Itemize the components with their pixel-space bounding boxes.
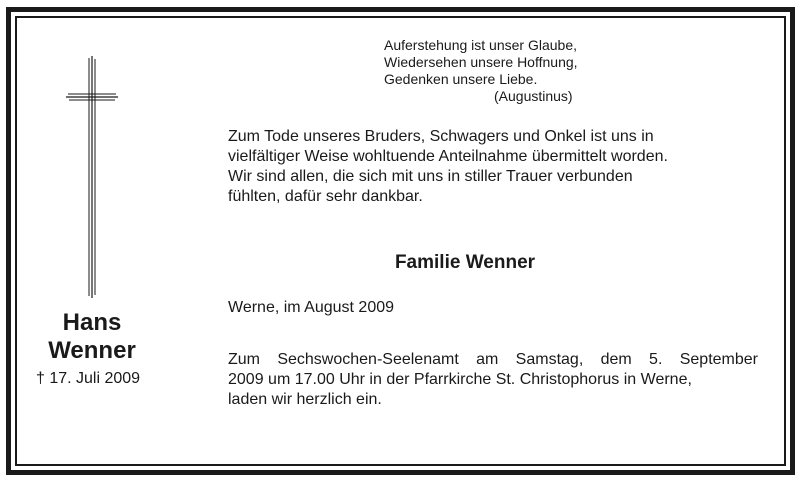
service-line: 2009 um 17.00 Uhr in der Pfarrkirche St. Christophorus in Werne, — [228, 371, 692, 388]
deceased-last-name: Wenner — [48, 337, 136, 364]
service-paragraph — [228, 350, 758, 410]
thanks-line: Wir sind allen, die sich mit uns in stiller Trauer verbunden — [228, 168, 633, 185]
verse-line: Gedenken unsere Liebe. — [384, 71, 538, 87]
thanks-line: vielfältiger Weise wohltuende Anteilnahme übermittelt worden. — [228, 148, 668, 165]
service-line: laden wir herzlich ein. — [228, 391, 382, 408]
verse-line: Wiedersehen unsere Hoffnung, — [384, 54, 578, 70]
service-line: Zum Sechswochen-Seelenamt am Samstag, dem 5. September — [228, 351, 758, 368]
thanks-line: Zum Tode unseres Bruders, Schwagers und Onkel ist uns in — [228, 128, 654, 145]
verse-source: (Augustinus) — [494, 88, 573, 104]
place-date: Werne, im August 2009 — [228, 299, 395, 316]
thanks-line: fühlten, dafür sehr dankbar. — [228, 188, 423, 205]
deceased-first-name: Hans — [62, 309, 122, 336]
cross-icon — [66, 56, 118, 298]
family-signature: Familie Wenner — [394, 252, 536, 273]
verse-line: Auferstehung ist unser Glaube, — [384, 37, 578, 53]
death-date: † 17. Juli 2009 — [36, 370, 141, 387]
thanks-paragraph — [228, 127, 758, 207]
verse-block — [384, 37, 578, 105]
